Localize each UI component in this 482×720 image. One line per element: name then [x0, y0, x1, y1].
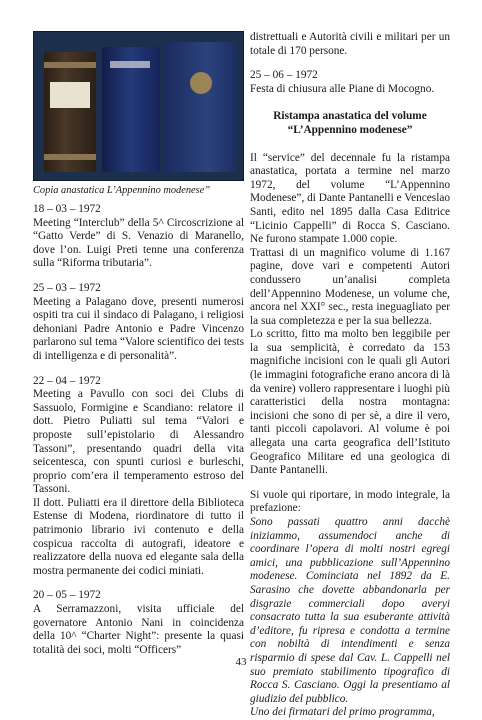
paragraph: Lo scritto, fitto ma molto ben leggibile per la sua semplicità, è corredato da 153 magnifiche incisioni con le quali gli Autori (le immagini fotografiche erano ancora di là da venire) vollero rappresentare i luoghi più caratteristici della nostra montagna: incisioni che sono di per sè, a dire il vero, tanti piccoli capolavori. Al volume è poi allegata una carta geografica dell’Istituto Geografico Militare ed una geologica di Dante Pantanelli.	[250, 328, 450, 477]
book-image-3	[164, 42, 236, 172]
paragraph: Si vuole qui riportare, in modo integrale, la prefazione:	[250, 488, 450, 515]
entry-date: 18 – 03 – 1972	[33, 203, 101, 215]
entry-date: 22 – 04 – 1972	[33, 374, 101, 387]
book-image-2	[102, 47, 160, 172]
entry-text: Meeting “Interclub” della 5^ Circoscrizione al “Gatto Verde” di S. Venazio di Maranello, dove l’on. Luigi Preti tenne una conferenza sulla “Riforma tributaria”.	[33, 216, 244, 270]
continued-text: distrettuali e Autorità civili e militari per un totale di 170 persone.	[250, 31, 450, 57]
section-title-line2: “L’Appennino modenese”	[287, 123, 413, 136]
crest-icon	[190, 72, 212, 94]
right-column	[250, 31, 450, 720]
book-image-1	[44, 52, 96, 172]
left-column	[33, 31, 244, 657]
entry-date: 25 – 03 – 1972	[33, 281, 101, 294]
paragraph: Il “service” del decennale fu la ristampa anastatica, portata a termine nel marzo 1972, del volume “L’Appennino Modenese”, di Dante Pantanelli e Venceslao Santi, edito nel 1895 dalla Casa Editrice “Licinio Cappelli” di Rocca S. Casciano. Ne furono stampate 1.000 copie.	[250, 151, 450, 246]
page-number: 43	[235, 656, 247, 668]
preface-quote: Sono passati quattro anni dacchè iniziammo, assumendoci anche di coordinare l’opera di molti nostri egregi amici, una pubblicazione sull’Appennino modenese. Cominciata nel 1892 da E. Sarasino che dovette abbandonarla per disgrazie commerciali dopo averyi consacrato tutta la sua esuberante attività d’editore, fu ripresa e condotta a termine con nobiltà di intendimenti e senza risparmio di spese dal Cav. L. Cappelli nel suo premiato stabilimento tipografico di Rocca S. Casciano. Oggi la presentiamo al giudizio del pubblico.	[250, 516, 450, 705]
book-photo	[33, 31, 244, 181]
paragraph: Trattasi di un magnifico volume di 1.167 pagine, dove vari e competenti Autori condussero un’analisi completa dell’Appennino Modenese, un volume che, ancora nel XXI° sec., resta ineguagliato per la sua completezza e per la sua bellezza.	[250, 246, 450, 327]
preface-quote-continued: Uno dei firmatari del primo programma,	[250, 706, 435, 719]
photo-caption: Copia anastatica L’Appennino modenese”	[33, 185, 211, 196]
entry-text-continued: Il dott. Puliatti era il direttore della Biblioteca Estense di Modena, riordinatore di tutto il patrimonio librario ivi contenuto e della cospicua raccolta di autografi, ideatore e realizzatore della nuova ed elegante sala della mostra permanente dei codici miniati.	[33, 496, 244, 577]
entry-date: 20 – 05 – 1972	[33, 589, 101, 602]
entry-text: Meeting a Palagano dove, presenti numerosi ospiti tra cui il sindaco di Palagano, i religiosi dehoniani Padre Antonio e Padre Vincenzo parlarono sul tema “Valore scientifico dei tests di intelligenza e di personalità”.	[33, 295, 244, 362]
entry-text: A Serramazzoni, visita ufficiale del governatore Antonio Nani in coincidenza della 10^ “Charter Night”: presente la quasi totalità dei soci, molti “Officers”	[33, 603, 244, 656]
section-title: Ristampa anastatica del volume	[273, 110, 427, 123]
entry-text: Meeting a Pavullo con soci dei Clubs di Sassuolo, Formigine e Scandiano: relatore il dott. Pietro Puliatti sul tema “Valori e proposte sull’epistolario di Alessandro Tassoni”, presentando quadri della vita seicentesca, con spunti curiosi e burleschi, proprio com’era il temperamento estroso del Tassoni.	[33, 388, 244, 496]
entry-text: Festa di chiusura alle Piane di Mocogno.	[250, 82, 435, 95]
entry-date: 25 – 06 – 1972	[250, 69, 318, 82]
